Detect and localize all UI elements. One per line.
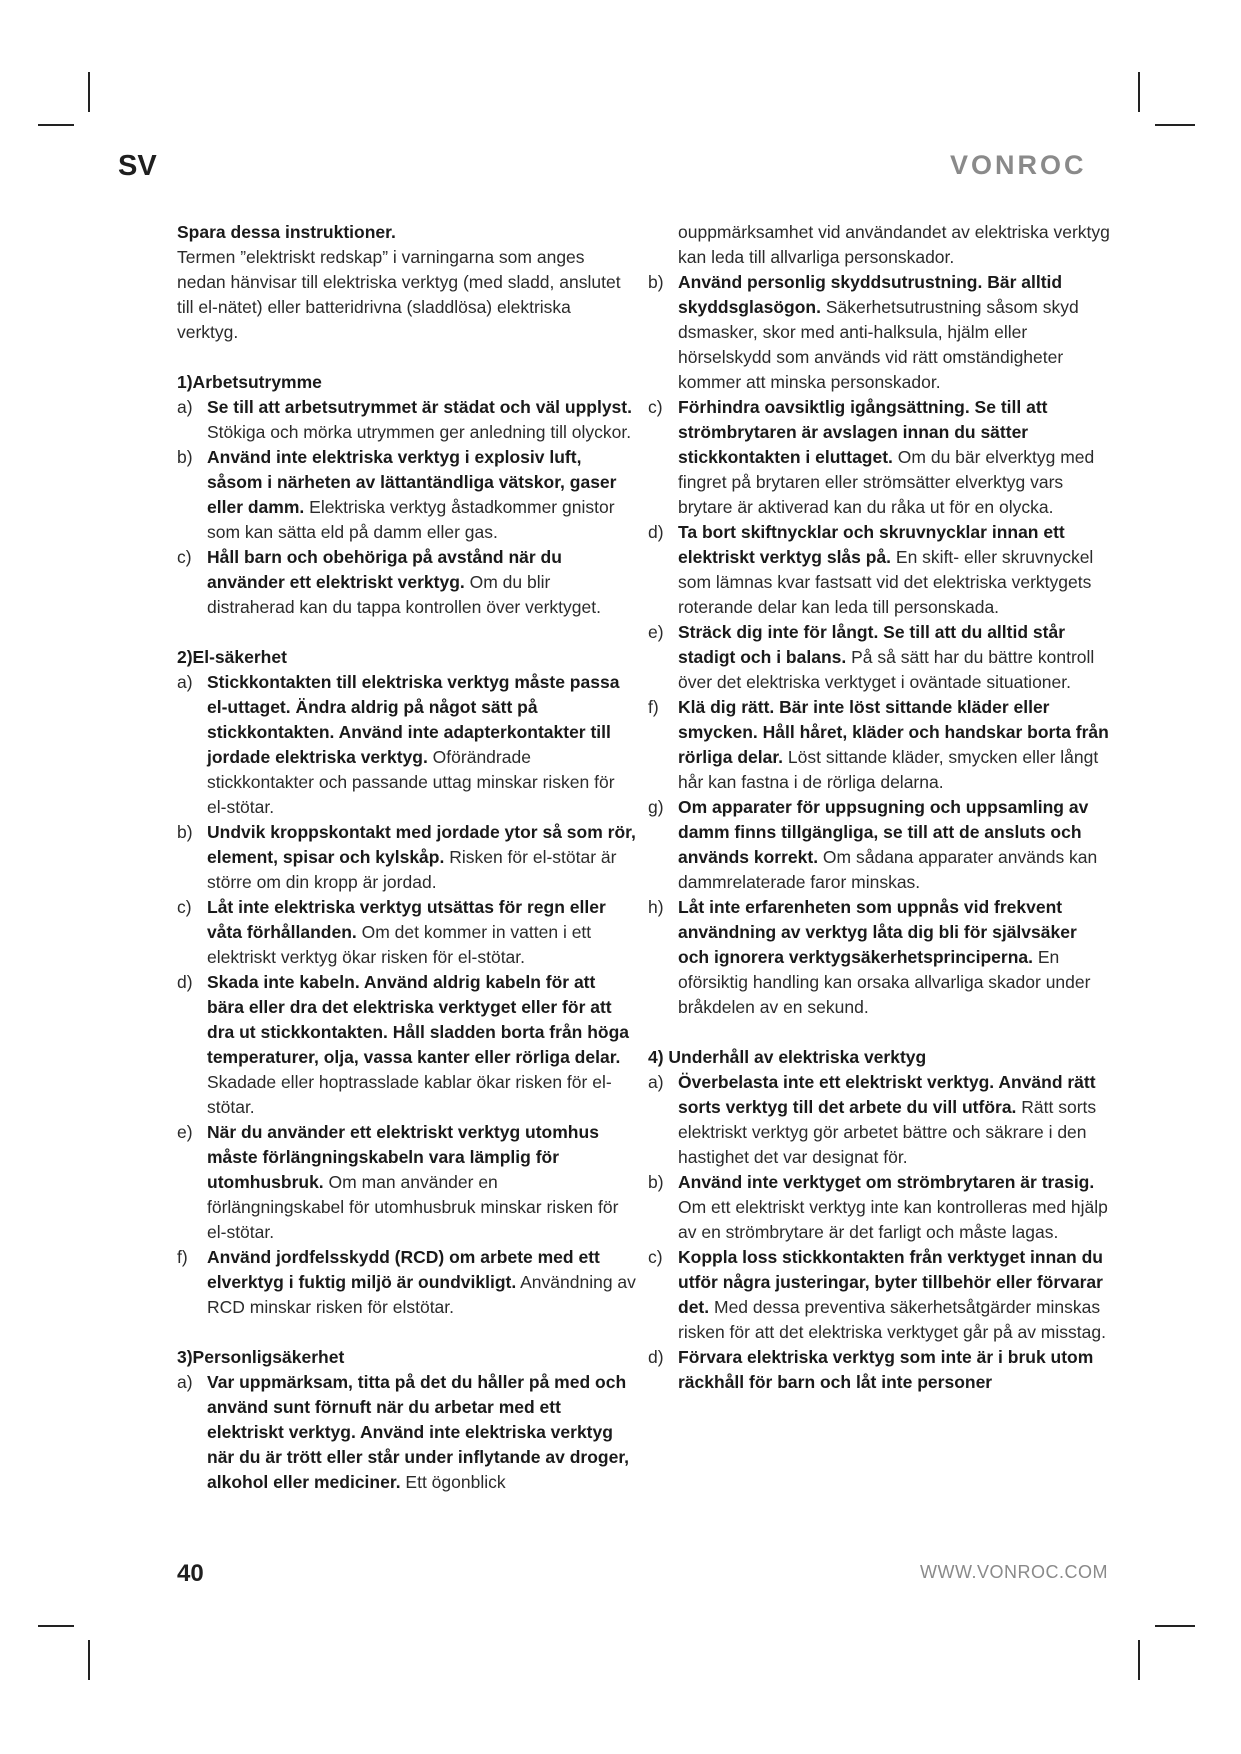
- continuation-text: ouppmärksamhet vid användandet av elektriska verktyg kan leda till allvarliga personskador.: [678, 222, 1110, 267]
- item-bold-text: Sträck dig inte för långt. Se till att du alltid står stadigt och i balans.: [678, 622, 1065, 667]
- item-body-text: Om sådana apparater används kan dammrelaterade faror minskas.: [678, 847, 1098, 892]
- list-item: [648, 1345, 1110, 1395]
- item-body-text: En skift- eller skruvnyckel som lämnas kvar fastsatt vid det elektriska verktygets roterande delar kan leda till personskada.: [678, 547, 1094, 617]
- item-letter: d): [648, 522, 664, 542]
- list-item: [177, 1120, 637, 1245]
- item-letter: a): [177, 1372, 193, 1392]
- right-column: [648, 220, 1110, 1395]
- crop-mark: [1155, 124, 1195, 126]
- item-body-text: Oförändrade stickkontakter och passande uttag minskar risken för el-stötar.: [207, 747, 615, 817]
- item-body-text: Skadade eller hoptrasslade kablar ökar risken för el-stötar.: [207, 1072, 612, 1117]
- item-text: [207, 395, 637, 445]
- crop-mark: [1138, 72, 1140, 112]
- crop-mark: [38, 124, 74, 126]
- item-letter: b): [648, 272, 664, 292]
- item-text: [207, 820, 637, 895]
- item-letter: c): [648, 1247, 663, 1267]
- item-text: [678, 1245, 1110, 1345]
- item-letter: a): [648, 1072, 664, 1092]
- crop-mark: [1155, 1625, 1195, 1627]
- footer-url: WWW.VONROC.COM: [920, 1562, 1108, 1582]
- list-item: [648, 1245, 1110, 1345]
- item-bold-text: Håll barn och obehöriga på avstånd när du använder ett elektriskt verktyg.: [207, 547, 562, 592]
- item-letter: b): [177, 447, 193, 467]
- item-text: [207, 1120, 637, 1245]
- item-bold-text: Låt inte erfarenheten som uppnås vid frekvent användning av verktyg låta dig bli för självsäker och ignorera verktygsäkerhetsprinciperna.: [678, 897, 1077, 967]
- item-text: [207, 445, 637, 545]
- item-bold-text: Ta bort skiftnycklar och skruvnycklar innan ett elektriskt verktyg slås på.: [678, 522, 1065, 567]
- item-bold-text: Koppla loss stickkontakten från verktyget innan du utför några justeringar, byter tillbehör eller förvarar det.: [678, 1247, 1103, 1317]
- item-letter: c): [648, 397, 663, 417]
- item-letter: f): [177, 1247, 188, 1267]
- list-item: [177, 970, 637, 1120]
- item-body-text: Risken för el-stötar är större om din kropp är jordad.: [207, 847, 617, 892]
- list-item: [177, 545, 637, 620]
- item-bold-text: Om apparater för uppsugning och uppsamling av damm finns tillgängliga, se till att de ansluts och används korrekt.: [678, 797, 1089, 867]
- item-letter: h): [648, 897, 664, 917]
- item-bold-text: Se till att arbetsutrymmet är städat och väl upplyst.: [207, 397, 632, 417]
- list-item: [177, 820, 637, 895]
- list-item: [648, 270, 1110, 395]
- item-body-text: Ett ögonblick: [400, 1472, 506, 1492]
- item-body-text: Med dessa preventiva säkerhetsåtgärder minskas risken för att det elektriska verktyget går på av misstag.: [678, 1297, 1106, 1342]
- item-body-text: Löst sittande kläder, smycken eller långt hår kan fastna i de rörliga delarna.: [678, 747, 1099, 792]
- list-item: [177, 395, 637, 445]
- item-text: [678, 620, 1110, 695]
- crop-mark: [88, 72, 90, 112]
- page-number: 40: [177, 1560, 204, 1587]
- list-item: [648, 1070, 1110, 1170]
- item-letter: f): [648, 697, 659, 717]
- item-letter: d): [177, 972, 193, 992]
- crop-mark: [88, 1640, 90, 1680]
- item-body-text: Om du bär elverktyg med fingret på brytaren eller strömsätter elverktyg vars brytare är aktiverad kan du råka ut för en olycka.: [678, 447, 1095, 517]
- item-letter: c): [177, 897, 192, 917]
- item-letter: d): [648, 1347, 664, 1367]
- item-letter: a): [177, 397, 193, 417]
- right-items-section-3: [648, 270, 1110, 1020]
- list-item: [648, 520, 1110, 620]
- item-body-text: Om man använder en förlängningskabel för utomhusbruk minskar risken för el-stötar.: [207, 1172, 619, 1242]
- left-sections: [177, 370, 637, 1495]
- item-body-text: Stökiga och mörka utrymmen ger anledning till olyckor.: [207, 422, 632, 442]
- item-body-text: Om ett elektriskt verktyg inte kan kontrolleras med hjälp av en strömbrytare är det farligt och måste lagas.: [678, 1197, 1108, 1242]
- list-item: [648, 795, 1110, 895]
- brand-logo: VONROC: [950, 150, 1087, 180]
- list-item: [177, 445, 637, 545]
- item-bold-text: Var uppmärksam, titta på det du håller på med och använd sunt förnuft när du arbetar med ett elektriskt verktyg. Använd inte elektriska verktyg när du är trött eller står under inflytande av droger, alkohol eller mediciner.: [207, 1372, 630, 1492]
- item-body-text: Säkerhetsutrustning såsom skyd dsmasker, skor med anti-halksula, hjälm eller hörselskydd som används vid rätt omständigheter kommer att minska personskador.: [678, 297, 1079, 392]
- item-bold-text: Skada inte kabeln. Använd aldrig kabeln för att bära eller dra det elektriska verktyget eller för att dra ut stickkontakten. Håll sladden borta från höga temperaturer, olja, vassa kanter eller rörliga delar.: [207, 972, 630, 1067]
- item-text: [678, 520, 1110, 620]
- item-text: [207, 895, 637, 970]
- list-item: [177, 1370, 637, 1495]
- item-body-text: Om du blir distraherad kan du tappa kontrollen över verktyget.: [207, 572, 601, 617]
- item-text: [678, 1070, 1110, 1170]
- list-item: [177, 895, 637, 970]
- section-title: 1)Arbetsutrymme: [177, 372, 322, 392]
- section-4-title: 4) Underhåll av elektriska verktyg: [648, 1047, 927, 1067]
- right-items-section-4: [648, 1070, 1110, 1395]
- intro-title: Spara dessa instruktioner.: [177, 222, 396, 242]
- crop-mark: [1138, 1640, 1140, 1680]
- list-item: [648, 395, 1110, 520]
- item-text: [207, 670, 637, 820]
- item-bold-text: Använd personlig skyddsutrustning. Bär alltid skyddsglasögon.: [678, 272, 1063, 317]
- item-letter: e): [177, 1122, 193, 1142]
- list-item: [648, 620, 1110, 695]
- item-bold-text: När du använder ett elektriskt verktyg utomhus måste förlängningskabeln vara lämplig för utomhusbruk.: [207, 1122, 599, 1192]
- list-item: [648, 695, 1110, 795]
- item-letter: e): [648, 622, 664, 642]
- intro-text: Termen ”elektriskt redskap” i varningarna som anges nedan hänvisar till elektriska verktyg (med sladd, anslutet till el-nätet) eller batteridrivna (sladdlösa) elektriska verktyg.: [177, 247, 621, 342]
- item-bold-text: Använd inte verktyget om strömbrytaren är trasig.: [678, 1172, 1095, 1192]
- item-body-text: Om det kommer in vatten i ett elektriskt verktyg ökar risken för el-stötar.: [207, 922, 592, 967]
- item-letter: b): [177, 822, 193, 842]
- item-text: [678, 895, 1110, 1020]
- list-item: [177, 670, 637, 820]
- item-text: [207, 545, 637, 620]
- item-text: [678, 270, 1110, 395]
- item-bold-text: Förhindra oavsiktlig igångsättning. Se till att strömbrytaren är avslagen innan du sätter stickkontakten i eluttaget.: [678, 397, 1048, 467]
- section-title: 3)Personligsäkerhet: [177, 1347, 345, 1367]
- list-item: [177, 1245, 637, 1320]
- item-text: [678, 1345, 1110, 1395]
- item-bold-text: Använd inte elektriska verktyg i explosiv luft, såsom i närheten av lättantändliga vätskor, gaser eller damm.: [207, 447, 617, 517]
- item-text: [678, 795, 1110, 895]
- item-letter: b): [648, 1172, 664, 1192]
- item-text: [207, 1245, 637, 1320]
- item-letter: c): [177, 547, 192, 567]
- item-body-text: Användning av RCD minskar risken för elstötar.: [207, 1272, 636, 1317]
- item-body-text: En oförsiktig handling kan orsaka allvarliga skador under bråkdelen av en sekund.: [678, 947, 1091, 1017]
- item-text: [207, 1370, 637, 1495]
- language-code: SV: [118, 150, 157, 182]
- crop-mark: [38, 1625, 74, 1627]
- item-bold-text: Överbelasta inte ett elektriskt verktyg. Använd rätt sorts verktyg till det arbete du vill utföra.: [678, 1072, 1096, 1117]
- item-text: [678, 1170, 1110, 1245]
- item-bold-text: Låt inte elektriska verktyg utsättas för regn eller våta förhållanden.: [207, 897, 606, 942]
- list-item: [648, 1170, 1110, 1245]
- list-item: [648, 895, 1110, 1020]
- item-bold-text: Klä dig rätt. Bär inte löst sittande kläder eller smycken. Håll håret, kläder och handskar borta från rörliga delar.: [678, 697, 1109, 767]
- item-bold-text: Undvik kroppskontakt med jordade ytor så som rör, element, spisar och kylskåp.: [207, 822, 636, 867]
- item-bold-text: Förvara elektriska verktyg som inte är i bruk utom räckhåll för barn och låt inte personer: [678, 1347, 1094, 1392]
- item-text: [678, 695, 1110, 795]
- item-body-text: Rätt sorts elektriskt verktyg gör arbetet bättre och säkrare i den hastighet det var designat för.: [678, 1097, 1097, 1167]
- item-letter: a): [177, 672, 193, 692]
- item-text: [207, 970, 637, 1120]
- item-letter: g): [648, 797, 664, 817]
- left-column: [177, 220, 637, 1495]
- item-bold-text: Använd jordfelsskydd (RCD) om arbete med ett elverktyg i fuktig miljö är oundvikligt.: [207, 1247, 600, 1292]
- item-text: [678, 395, 1110, 520]
- item-body-text: Elektriska verktyg åstadkommer gnistor som kan sätta eld på damm eller gas.: [207, 497, 615, 542]
- item-body-text: På så sätt har du bättre kontroll över det elektriska verktyget i oväntade situationer.: [678, 647, 1095, 692]
- item-bold-text: Stickkontakten till elektriska verktyg måste passa el-uttaget. Ändra aldrig på något sätt på stickkontakten. Använd inte adapterkontakter till jordade elektriska verktyg.: [207, 672, 620, 767]
- section-title: 2)El-säkerhet: [177, 647, 287, 667]
